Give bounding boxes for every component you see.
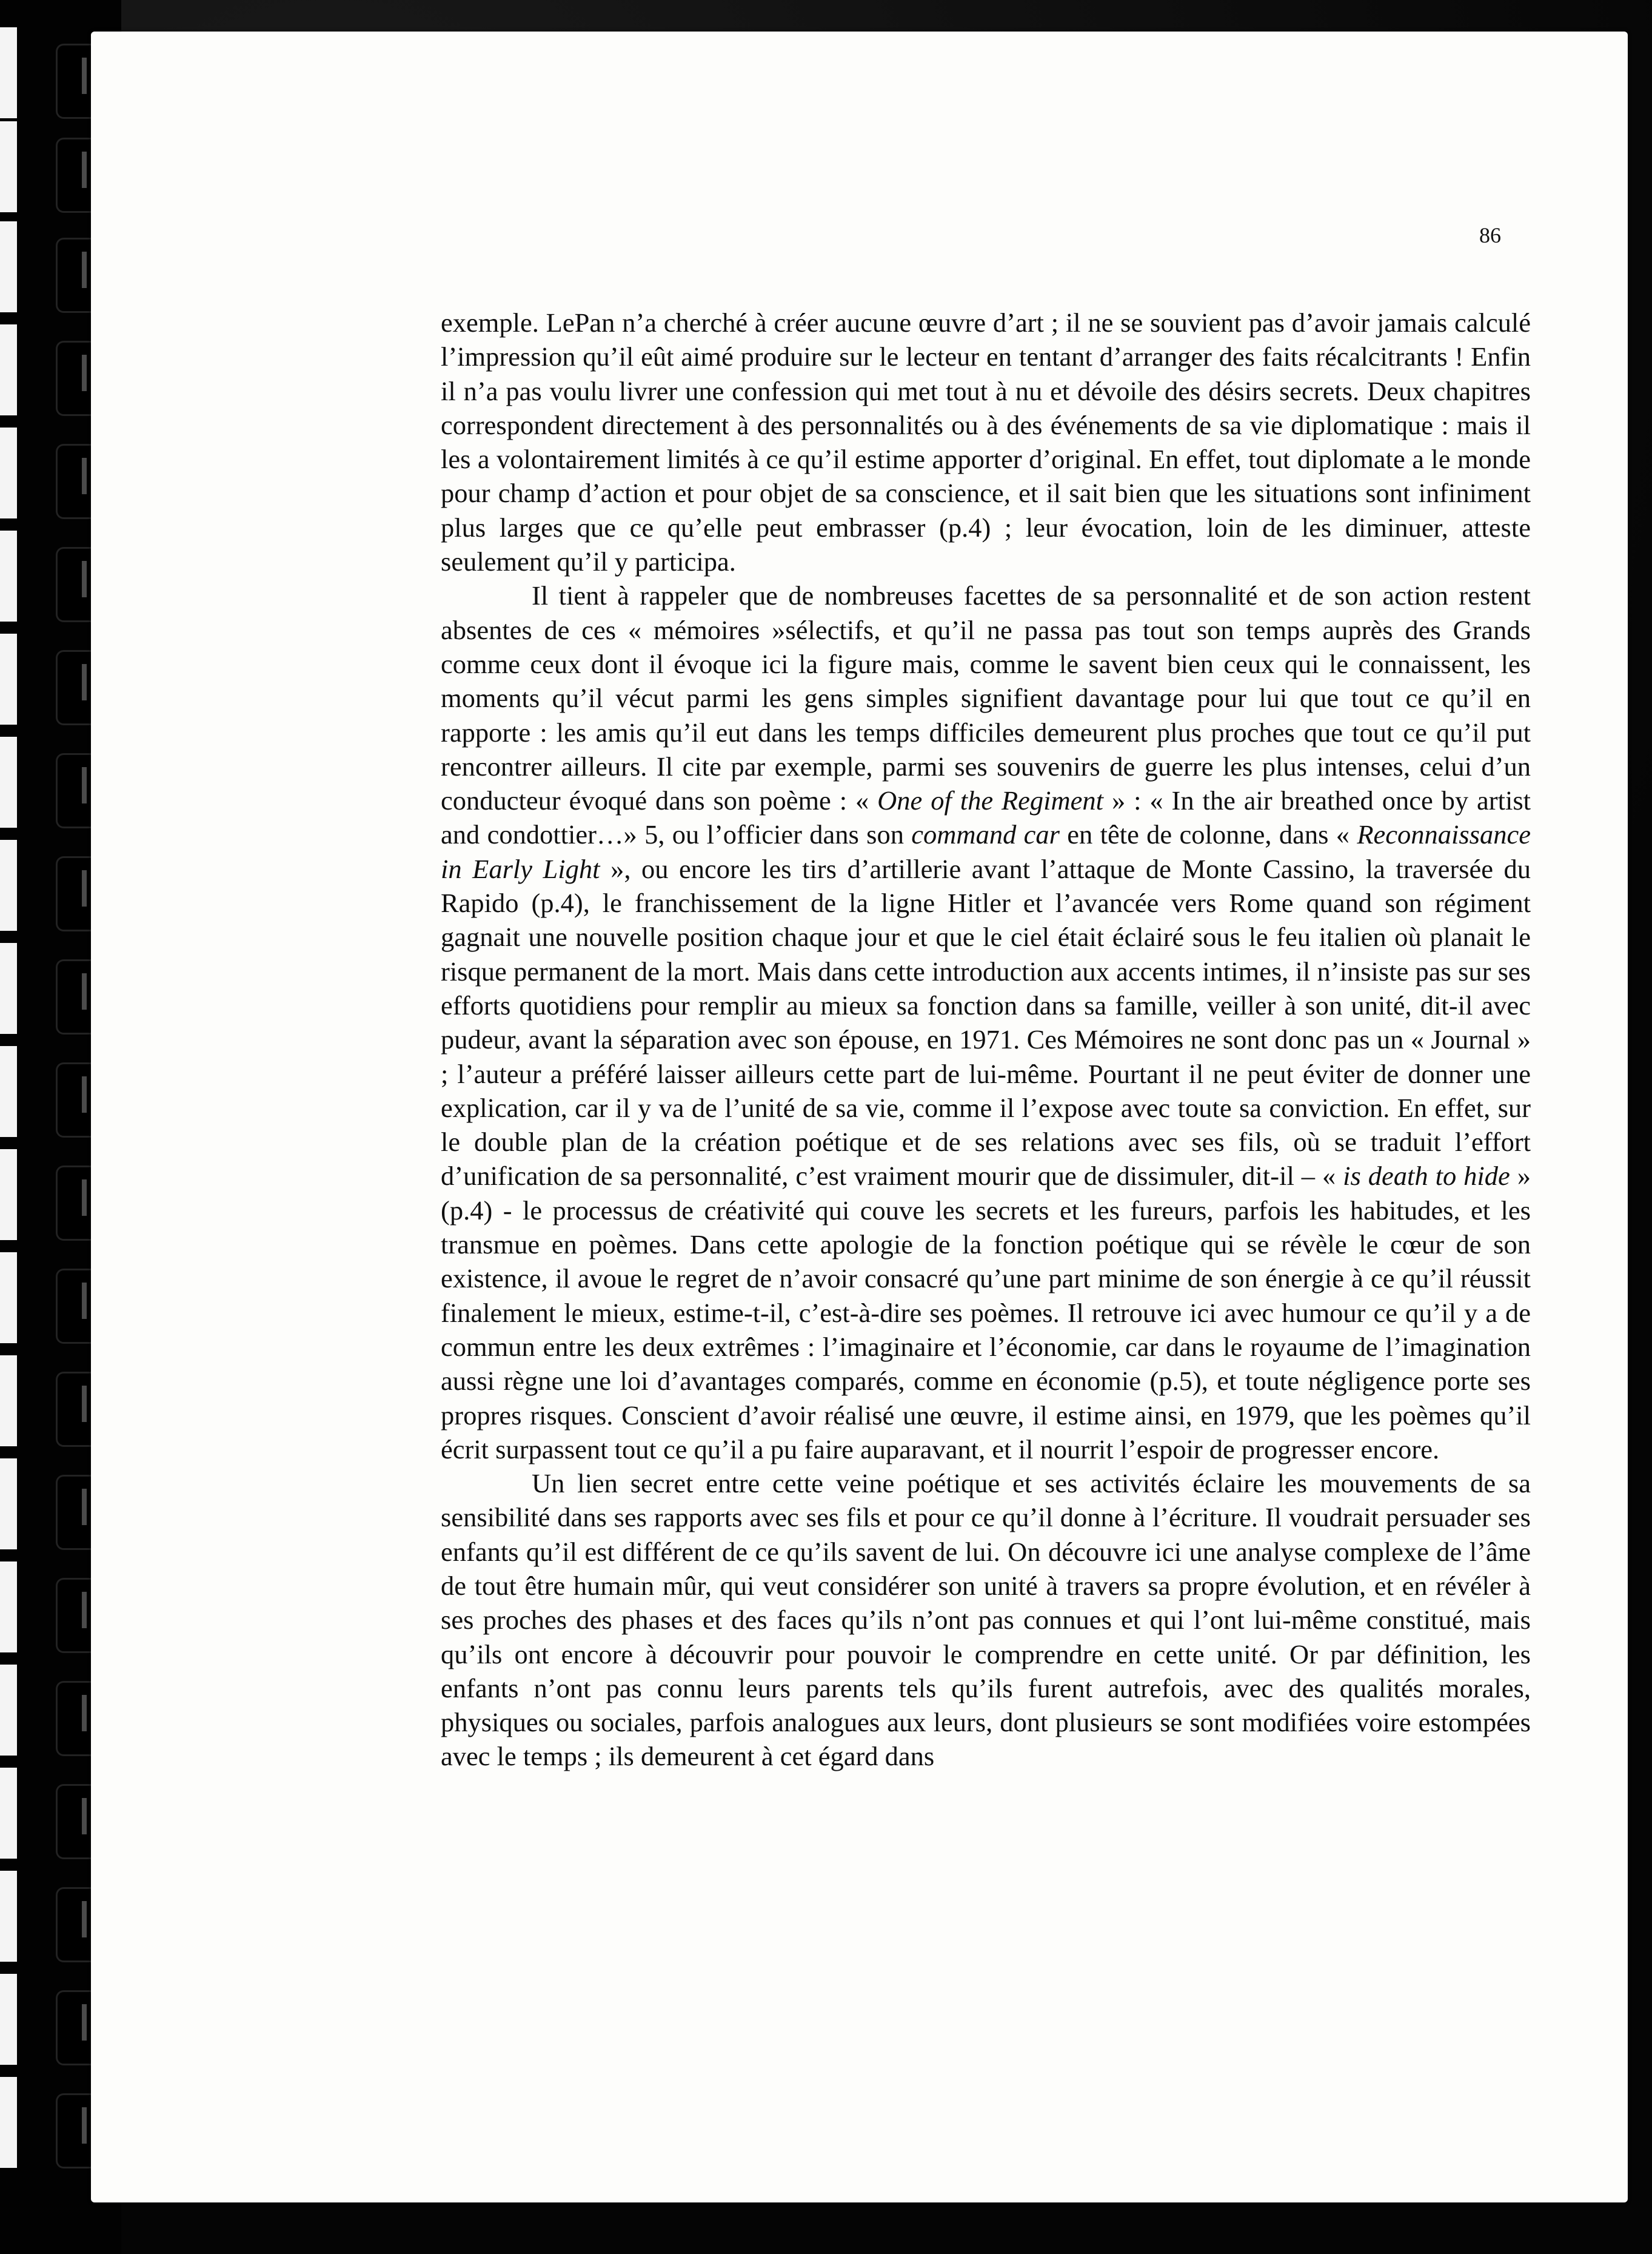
binding-tab <box>0 1458 17 1549</box>
text-run: en tête de colonne, dans « <box>1059 819 1357 850</box>
paper-sheet <box>91 32 1628 2202</box>
page-number: 86 <box>1479 223 1501 247</box>
binding-tab <box>0 1974 17 2065</box>
binding-tab <box>0 121 17 212</box>
binding-tab <box>0 1871 17 1962</box>
binding-tab <box>0 221 17 312</box>
text-run: Il tient à rappeler que de nombreuses facettes de sa personnalité et de son action restent absentes de ces « mémoires »sélectifs, et qu’il ne passa pas tout son temps auprès des Grands comme ceux dont il évoque ici la figure mais, comme le savent bien ceux qui le connaissent, les moments qu’il vécut parmi les gens simples signifient davantage pour lui que tout ce qu’il en rapporte : les amis qu’il eut dans les temps difficiles demeurent plus proches que tout ce qu’il put rencontrer ailleurs. Il cite par exemple, parmi ses souvenirs de guerre les plus intenses, celui d’un conducteur évoqué dans son poème : « <box>441 580 1531 816</box>
binding-tab <box>0 1768 17 1859</box>
text-run: Un lien secret entre cette veine poétique et ses activités éclaire les mouvements de sa sensibilité dans ses rapports avec ses fils et pour ce qu’il donne à l’écriture. Il voudrait persuader ses enfants qu’il est différent de ce qu’ils savent de lui. On découvre ici une analyse complexe de l’âme de tout être humain mûr, qui veut considérer son unité à travers sa propre évolution, et en révéler à ses proches des phases et des faces qu’ils n’ont pas connues et qui l’ont lui-même constitué, mais qu’ils ont encore à découvrir pour pouvoir le comprendre en cette unité. Or par définition, les enfants n’ont pas connu leurs parents tels qu’ils furent autrefois, avec des qualités morales, physiques ou sociales, parfois analogues aux leurs, dont plusieurs se sont modifiées voire estompées avec le temps ; ils demeurent à cet égard dans <box>441 1468 1531 1772</box>
binding-tab <box>0 1046 17 1137</box>
binding-tab <box>0 531 17 622</box>
binding-tab <box>0 1355 17 1446</box>
binding-tab <box>0 1149 17 1240</box>
text-run: » : « In the air breathed once by artist and condottier…» 5, ou l’officier dans son <box>441 785 1531 850</box>
italic-title: One of the Regiment <box>877 785 1104 816</box>
paragraph-1 <box>441 306 1531 579</box>
binding-tab <box>0 1561 17 1652</box>
binding-tab <box>0 737 17 828</box>
text-run: », ou encore les tirs d’artillerie avant l’attaque de Monte Cassino, la traversée du Rapido (p.4), le franchissement de la ligne Hitler et l’avancée vers Rome quand son régiment gagnait une nouvelle position chaque jour et que le ciel était éclairé sous le feu italien où planait le risque permanent de la mort. Mais dans cette introduction aux accents intimes, il n’insiste pas sur ses efforts quotidiens pour remplir au mieux sa fonction dans sa famille, veiller à son unité, dit-il avec pudeur, avant la séparation avec son épouse, en 1971. Ces Mémoires ne sont donc pas un « Journal » ; l’auteur a préféré laisser ailleurs cette part de lui-même. Pourtant il ne peut éviter de donner une explication, car il y va de l’unité de sa vie, comme il l’expose avec toute sa conviction. En effet, sur le double plan de la création poétique et de ses relations avec ses fils, où se traduit l’effort d’unification de sa personnalité, c’est vraiment mourir que de dissimuler, dit-il – « <box>441 853 1531 1192</box>
italic-title: Reconnaissance in Early Light <box>441 819 1531 884</box>
binding-tab <box>0 634 17 725</box>
paragraph-2 <box>441 579 1531 1466</box>
text-run: » (p.4) - le processus de créativité qui couve les secrets et les fureurs, parfois les habitudes, et les transmue en poèmes. Dans cette apologie de la fonction poétique qui se révèle le cœur de son existence, il avoue le regret de n’avoir consacré qu’une part minime de son énergie à ce qu’il réussit finalement le mieux, estime-t-il, c’est-à-dire ses poèmes. Il retrouve ici avec humour ce qu’il y a de commun entre les deux extrêmes : l’imaginaire et l’économie, car dans le royaume de l’imagination aussi règne une loi d’avantages comparés, comme en économie (p.5), et toute négligence porte ses propres risques. Conscient d’avoir réalisé une œuvre, il estime ainsi, en 1979, que les poèmes qu’il écrit surpassent tout ce qu’il a pu faire auparavant, et il nourrit l’espoir de progresser encore. <box>441 1161 1531 1464</box>
binding-tab <box>0 943 17 1034</box>
paragraph-3 <box>441 1466 1531 1774</box>
binding-tab <box>0 1252 17 1343</box>
body-text <box>441 306 1531 1774</box>
binding-tab <box>0 1665 17 1756</box>
binding-tab <box>0 27 17 118</box>
text-run: exemple. LePan n’a cherché à créer aucune œuvre d’art ; il ne se souvient pas d’avoir jamais calculé l’impression qu’il eût aimé produire sur le lecteur en tentant d’arranger des faits récalcitrants ! Enfin il n’a pas voulu livrer une confession qui met tout à nu et dévoile des désirs secrets. Deux chapitres correspondent directement à des personnalités ou à des événements de sa vie diplomatique : mais il les a volontairement limités à ce qu’il estime apporter d’original. En effet, tout diplomate a le monde pour champ d’action et pour objet de sa conscience, et il sait bien que les situations sont infiniment plus larges que ce qu’elle peut embrasser (p.4) ; leur évocation, loin de les diminuer, atteste seulement qu’il y participa. <box>441 307 1531 577</box>
italic-title: command car <box>911 819 1060 850</box>
binding-tab <box>0 428 17 518</box>
binding-tab <box>0 2077 17 2168</box>
binding-tab <box>0 840 17 931</box>
binding-tab <box>0 324 17 415</box>
italic-title: is death to hide <box>1343 1161 1510 1192</box>
